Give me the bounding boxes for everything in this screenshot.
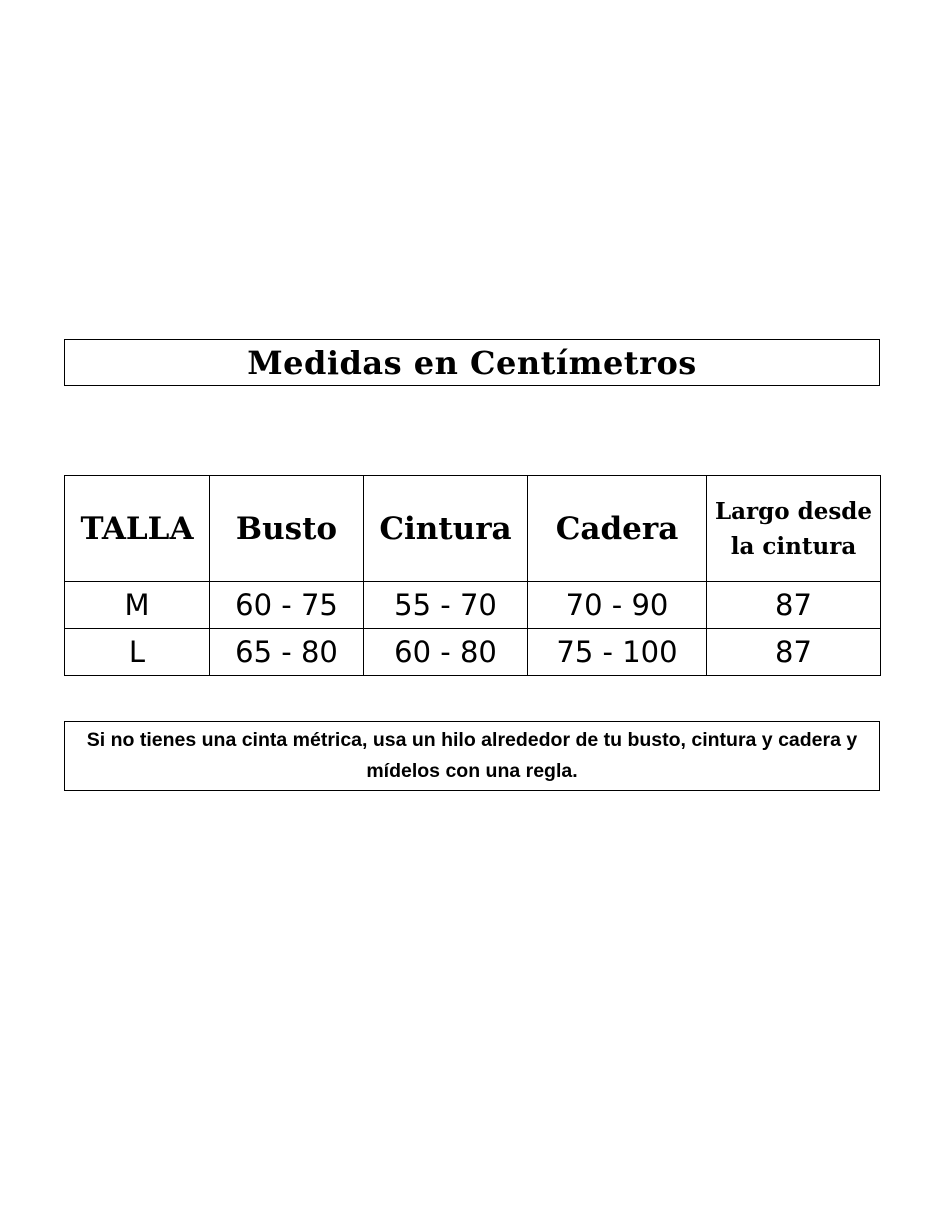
cell-largo: 87 xyxy=(707,629,881,676)
cell-busto: 65 - 80 xyxy=(210,629,364,676)
cell-cadera: 75 - 100 xyxy=(528,629,707,676)
measurement-note: Si no tienes una cinta métrica, usa un hilo alrededor de tu busto, cintura y cadera y mídelos con una regla. xyxy=(86,729,858,782)
cell-size: L xyxy=(65,629,210,676)
cell-cintura: 60 - 80 xyxy=(364,629,528,676)
cell-largo: 87 xyxy=(707,582,881,629)
header-cintura: Cintura xyxy=(364,476,528,582)
cell-cadera: 70 - 90 xyxy=(528,582,707,629)
cell-busto: 60 - 75 xyxy=(210,582,364,629)
note-box xyxy=(64,721,880,791)
table-row xyxy=(65,629,881,676)
page-title: Medidas en Centímetros xyxy=(247,343,697,382)
title-box xyxy=(64,339,880,386)
table-header-row xyxy=(65,476,881,582)
header-largo: Largo desde la cintura xyxy=(707,476,881,582)
header-talla: TALLA xyxy=(65,476,210,582)
table-row xyxy=(65,582,881,629)
header-busto: Busto xyxy=(210,476,364,582)
header-cadera: Cadera xyxy=(528,476,707,582)
size-table xyxy=(64,475,881,676)
cell-size: M xyxy=(65,582,210,629)
cell-cintura: 55 - 70 xyxy=(364,582,528,629)
